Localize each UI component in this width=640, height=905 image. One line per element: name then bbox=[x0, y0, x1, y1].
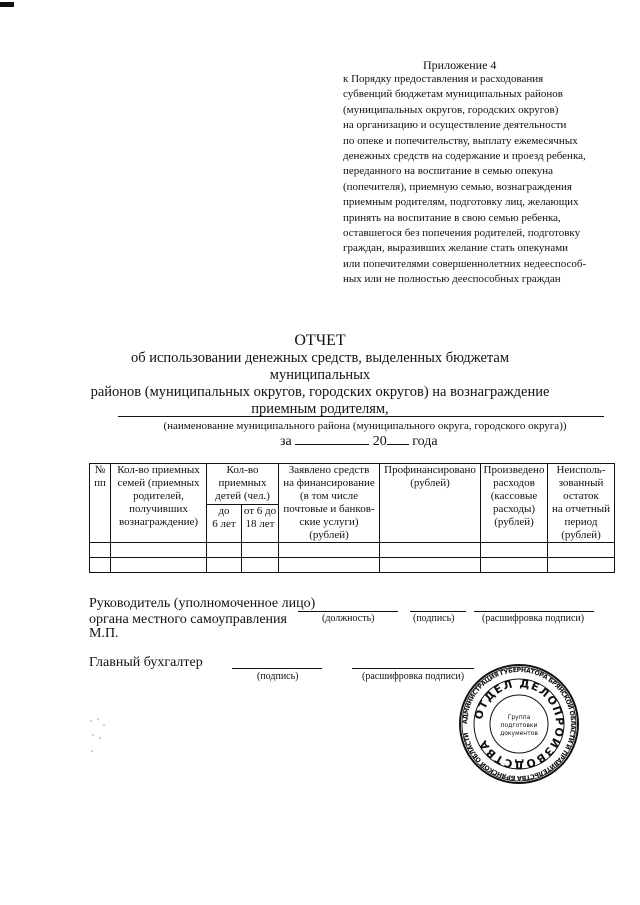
table-cell[interactable] bbox=[207, 543, 242, 558]
header-text: (рублей) bbox=[561, 529, 601, 541]
appendix-line: по опеке и попечительству, выплату ежемесячных bbox=[343, 134, 578, 147]
header-text: (рублей) bbox=[410, 477, 450, 489]
signature-line[interactable] bbox=[410, 610, 466, 612]
header-text: пп bbox=[94, 477, 106, 489]
appendix-line: ных или не полностью дееспособных граждан bbox=[343, 273, 561, 286]
table-cell[interactable] bbox=[207, 558, 242, 573]
corner-scan-mark bbox=[0, 2, 14, 7]
header-text: расходов bbox=[493, 477, 535, 489]
stamp-center-line: подготовки bbox=[500, 722, 538, 729]
header-spent bbox=[481, 464, 548, 543]
table-cell[interactable] bbox=[111, 543, 207, 558]
period-prefix: за bbox=[280, 434, 292, 449]
decoding-caption: (расшифровка подписи) bbox=[482, 613, 585, 624]
report-subtitle bbox=[90, 350, 550, 418]
appendix-line: приемным родителям, подготовку лиц, желающих bbox=[343, 196, 579, 209]
table-cell[interactable] bbox=[279, 558, 380, 573]
appendix-line: (попечителя), приемную семью, вознаграждения bbox=[343, 180, 572, 193]
header-children bbox=[207, 464, 279, 505]
table-cell[interactable] bbox=[380, 558, 481, 573]
year-blank[interactable] bbox=[387, 444, 409, 445]
appendix-line: принять на воспитание в свою семью ребенка, bbox=[343, 211, 561, 224]
period-blank[interactable] bbox=[295, 444, 369, 445]
scan-dots bbox=[88, 705, 118, 765]
table-row bbox=[90, 543, 615, 558]
header-text: 6 лет bbox=[212, 518, 236, 530]
header-num bbox=[90, 464, 111, 543]
table-cell[interactable] bbox=[111, 558, 207, 573]
table-cell[interactable] bbox=[90, 543, 111, 558]
decoding-line[interactable] bbox=[474, 610, 594, 612]
org-label: органа местного самоуправления bbox=[89, 612, 287, 627]
stamp-inner-text: ОТДЕЛ ДЕЛОПРОИЗВОДСТВА bbox=[472, 676, 567, 772]
office-stamp bbox=[458, 663, 580, 785]
header-6to18 bbox=[242, 505, 279, 543]
header-text: (в том числе bbox=[300, 490, 358, 502]
stamp-center-line: Группа bbox=[507, 714, 531, 721]
table-cell[interactable] bbox=[242, 558, 279, 573]
header-text: Неисполь- bbox=[556, 464, 606, 476]
period-year-prefix: 20 bbox=[372, 434, 387, 449]
head-label: Руководитель (уполномоченное лицо) bbox=[89, 596, 316, 611]
acc-signature-line[interactable] bbox=[232, 667, 322, 669]
appendix-line: переданного на воспитание в семью опекуна bbox=[343, 165, 554, 178]
header-text: семей (приемных bbox=[117, 477, 200, 489]
appendix-line: на организацию и осуществление деятельности bbox=[343, 119, 567, 132]
report-subtitle-line: приемным родителям, bbox=[251, 401, 389, 417]
header-under6 bbox=[207, 505, 242, 543]
position-line[interactable] bbox=[298, 610, 398, 612]
table-cell[interactable] bbox=[90, 558, 111, 573]
head-signature-row bbox=[89, 596, 315, 612]
table-cell[interactable] bbox=[380, 543, 481, 558]
appendix-line: граждан, выразивших желание стать опекунами bbox=[343, 242, 569, 255]
header-text: остаток bbox=[563, 490, 599, 502]
header-text: вознаграждение) bbox=[118, 516, 199, 528]
appendix-line: (муниципальных округов, городских округов) bbox=[343, 103, 559, 116]
header-text: родителей, bbox=[133, 490, 184, 502]
appendix-line: денежных средств на содержание и проезд ребенка, bbox=[343, 150, 586, 163]
signature-caption: (подпись) bbox=[413, 613, 455, 624]
table-cell[interactable] bbox=[548, 543, 615, 558]
header-text: Кол-во приемных bbox=[117, 464, 200, 476]
header-text: детей (чел.) bbox=[215, 490, 270, 502]
appendix-line: к Порядку предоставления и расходования bbox=[343, 73, 544, 85]
accountant-label: Главный бухгалтер bbox=[89, 655, 203, 670]
appendix-text bbox=[343, 72, 628, 288]
mp-label: М.П. bbox=[89, 626, 119, 641]
position-caption: (должность) bbox=[322, 613, 375, 624]
header-text: до bbox=[218, 505, 230, 517]
header-text: от 6 до bbox=[243, 505, 277, 517]
acc-decoding-line[interactable] bbox=[352, 667, 474, 669]
appendix-line: или попечителями совершеннолетних недееспособ- bbox=[343, 257, 587, 270]
appendix-line: субвенций бюджетам муниципальных районов bbox=[343, 88, 563, 101]
header-text: на отчетный bbox=[551, 503, 611, 515]
header-text: зованный bbox=[558, 477, 604, 489]
acc-signature-caption: (подпись) bbox=[257, 671, 299, 682]
report-subtitle-line: об использовании денежных средств, выделенных бюджетам муниципальных bbox=[130, 350, 510, 383]
header-text: получивших bbox=[129, 503, 188, 515]
table-cell[interactable] bbox=[548, 558, 615, 573]
header-text: на финансирование bbox=[283, 477, 375, 489]
header-text: (рублей) bbox=[309, 529, 349, 541]
report-table bbox=[89, 463, 615, 573]
appendix-line: оставшегося без попечения родителей, подготовку bbox=[343, 227, 581, 240]
header-text: ские услуги) bbox=[299, 516, 359, 528]
acc-decoding-caption: (расшифровка подписи) bbox=[362, 671, 465, 682]
header-text: приемных bbox=[218, 477, 267, 489]
table-cell[interactable] bbox=[481, 543, 548, 558]
header-unused bbox=[548, 464, 615, 543]
period-suffix: года bbox=[412, 434, 438, 449]
header-text: Кол-во bbox=[226, 464, 259, 476]
header-text: почтовые и банков- bbox=[283, 503, 375, 515]
header-text: (кассовые bbox=[490, 490, 538, 502]
table-cell[interactable] bbox=[279, 543, 380, 558]
header-text: (рублей) bbox=[494, 516, 534, 528]
header-text: Заявлено средств bbox=[288, 464, 370, 476]
header-text: Произведено bbox=[483, 464, 545, 476]
table-row bbox=[90, 558, 615, 573]
header-text: расходы) bbox=[492, 503, 536, 515]
report-period bbox=[280, 434, 438, 450]
stamp-outer-text: АДМИНИСТРАЦИЯ ГУБЕРНАТОРА БРЯНСКОЙ ОБЛАСТИ И ПРАВИТЕЛЬСТВА БРЯНСКОЙ ОБЛАСТИ bbox=[461, 666, 577, 782]
appendix-title: Приложение 4 bbox=[423, 58, 497, 72]
header-text: Профинансировано bbox=[384, 464, 476, 476]
header-text: период bbox=[564, 516, 598, 528]
header-text: 18 лет bbox=[245, 518, 275, 530]
header-families bbox=[111, 464, 207, 543]
report-subtitle-line: районов (муниципальных округов, городских округов) на вознаграждение bbox=[90, 384, 550, 400]
municipality-name-caption: (наименование муниципального района (муниципального округа, городского округа)) bbox=[163, 420, 567, 432]
stamp-center-line: документов bbox=[500, 730, 538, 737]
municipality-name-line[interactable] bbox=[118, 416, 604, 417]
header-text: № bbox=[94, 464, 106, 476]
header-declared bbox=[279, 464, 380, 543]
table-cell[interactable] bbox=[481, 558, 548, 573]
report-title: ОТЧЕТ bbox=[294, 332, 346, 349]
table-cell[interactable] bbox=[242, 543, 279, 558]
header-financed bbox=[380, 464, 481, 543]
